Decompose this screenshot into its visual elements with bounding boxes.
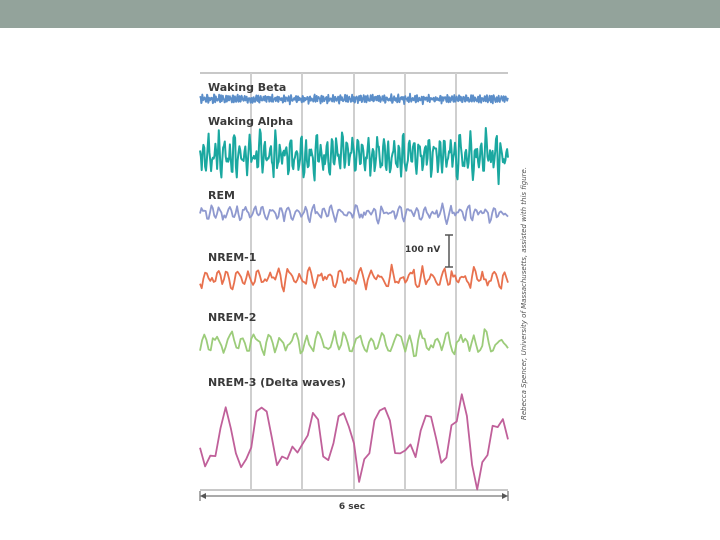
trace-label-waking-beta: Waking Beta [208,81,287,94]
scale-bar [405,235,453,267]
trace-label-nrem-2: NREM-2 [208,311,257,324]
trace-label-rem: REM [208,189,235,202]
trace-label-waking-alpha: Waking Alpha [208,115,294,128]
duration-label: 6 sec [338,502,366,512]
trace-label-nrem-1: NREM-1 [208,251,257,264]
trace-label-nrem-3: NREM-3 (Delta waves) [208,376,346,389]
scale-bar-label: 100 nV [405,245,441,255]
duration-bar [200,491,508,512]
figure-credit: Rebecca Spencer, University of Massachusetts, assisted with this figure. [520,166,528,420]
